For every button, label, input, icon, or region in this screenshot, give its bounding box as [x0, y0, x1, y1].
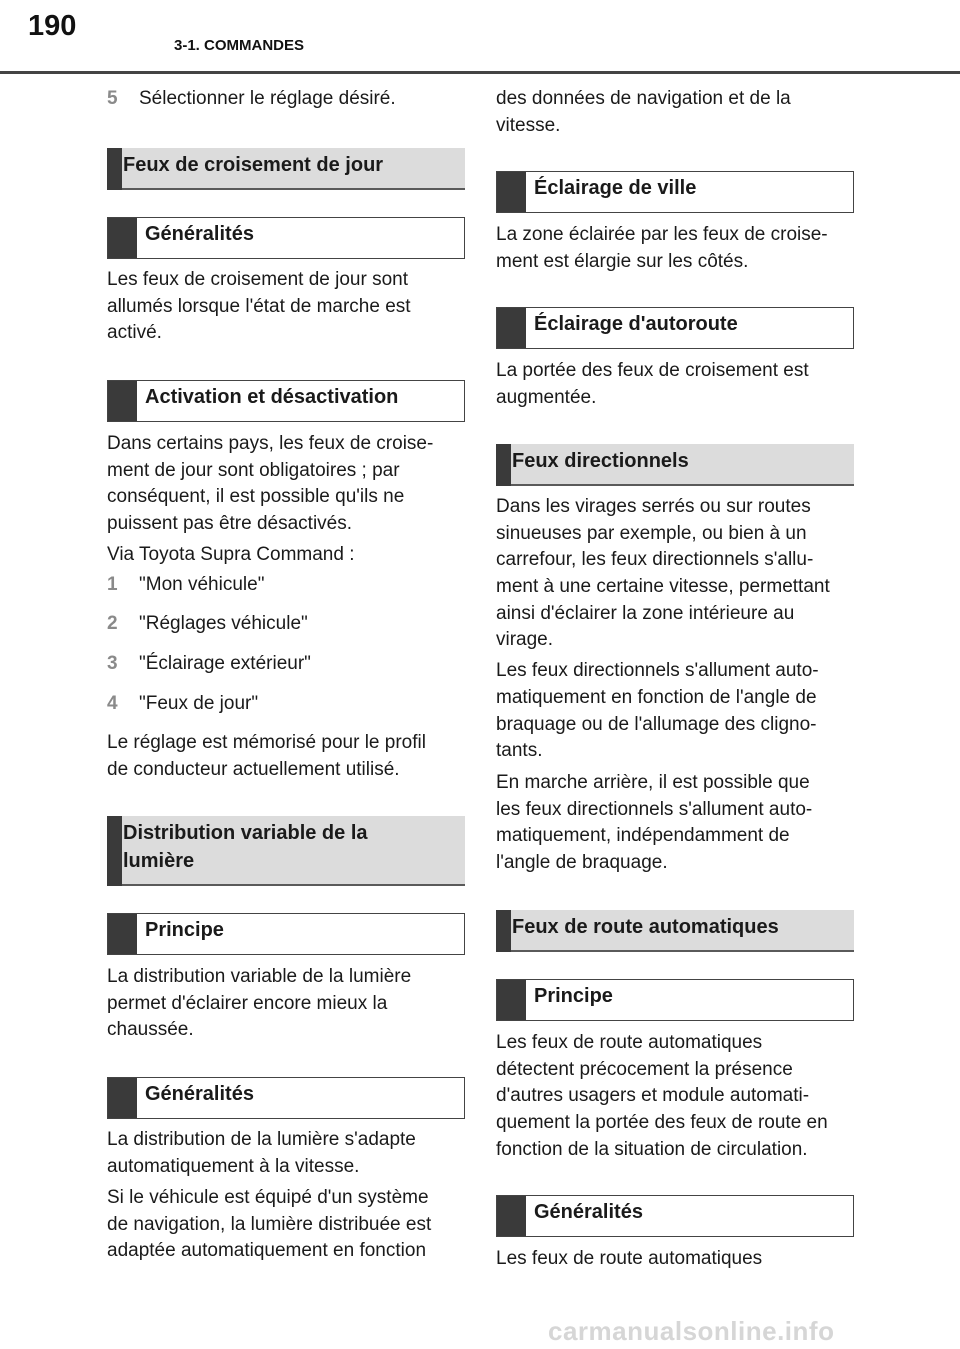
- subheading-accent: [108, 1078, 137, 1118]
- step-number: 2: [107, 613, 118, 634]
- subheading-text: Généralités: [145, 1083, 254, 1105]
- text-line: ment de jour sont obligatoires ; par: [107, 460, 400, 481]
- subheading-accent: [108, 218, 137, 258]
- text-line: La portée des feux de croisement est: [496, 360, 809, 381]
- subheading-principe-2: [496, 979, 854, 1021]
- text-line: l'angle de braquage.: [496, 852, 668, 873]
- subheading-accent: [497, 308, 526, 348]
- text-line: augmentée.: [496, 387, 597, 408]
- text-line: carrefour, les feux directionnels s'allu-: [496, 549, 814, 570]
- text-line: d'autres usagers et module automati-: [496, 1085, 810, 1106]
- heading-text: Feux de croisement de jour: [123, 154, 384, 176]
- text-line: La distribution variable de la lumière: [107, 966, 412, 987]
- text-line: détectent précocement la présence: [496, 1059, 793, 1080]
- text-line: automatiquement à la vitesse.: [107, 1156, 360, 1177]
- page-header: [0, 0, 960, 74]
- subheading-text: Éclairage de ville: [534, 177, 697, 199]
- watermark: carmanualsonline.info: [548, 1316, 835, 1346]
- text-line: les feux directionnels s'allument auto-: [496, 799, 813, 820]
- heading-accent: [496, 910, 511, 952]
- heading-distribution: [107, 816, 465, 886]
- subheading-accent: [497, 172, 526, 212]
- text-line: chaussée.: [107, 1019, 194, 1040]
- heading-text-line-2: lumière: [123, 850, 195, 872]
- subheading-principe-1: [107, 913, 465, 955]
- text-line: Les feux de route automatiques: [496, 1032, 763, 1053]
- text-line: matiquement, indépendamment de: [496, 825, 790, 846]
- step-number: 4: [107, 693, 118, 714]
- subheading-text: Activation et désactivation: [145, 386, 399, 408]
- heading-feux-directionnels: [496, 444, 854, 486]
- subheading-eclairage-ville: [496, 171, 854, 213]
- text-line: Si le véhicule est équipé d'un système: [107, 1187, 429, 1208]
- heading-text-line-1: Distribution variable de la: [123, 822, 368, 844]
- step-number: 3: [107, 653, 118, 674]
- subheading-accent: [497, 980, 526, 1020]
- heading-text: Feux de route automatiques: [512, 916, 779, 938]
- step-text: Sélectionner le réglage désiré.: [139, 88, 396, 109]
- via-text: Via Toyota Supra Command :: [107, 544, 355, 565]
- text-line: puissent pas être désactivés.: [107, 513, 353, 534]
- text-line: Les feux de route automatiques: [496, 1248, 763, 1269]
- subheading-activation: [107, 380, 465, 422]
- text-line: allumés lorsque l'état de marche est: [107, 296, 411, 317]
- text-line: ainsi d'éclairer la zone intérieure au: [496, 603, 795, 624]
- text-line: ment est élargie sur les côtés.: [496, 251, 749, 272]
- heading-accent: [496, 444, 511, 486]
- text-line: conséquent, il est possible qu'ils ne: [107, 486, 405, 507]
- subheading-accent: [497, 1196, 526, 1236]
- subheading-eclairage-autoroute: [496, 307, 854, 349]
- section-title: 3-1. COMMANDES: [174, 37, 305, 54]
- subheading-text: Éclairage d'autoroute: [534, 313, 738, 335]
- text-line: Les feux de croisement de jour sont: [107, 269, 409, 290]
- text-line: ment à une certaine vitesse, permettant: [496, 576, 830, 597]
- subheading-generalites-1: [107, 217, 465, 259]
- heading-feux-route-auto: [496, 910, 854, 952]
- text-line: La zone éclairée par les feux de croise-: [496, 224, 828, 245]
- text-line: des données de navigation et de la: [496, 88, 791, 109]
- text-line: permet d'éclairer encore mieux la: [107, 993, 388, 1014]
- subheading-generalites-2: [107, 1077, 465, 1119]
- subheading-accent: [108, 914, 137, 954]
- text-line: matiquement en fonction de l'angle de: [496, 687, 817, 708]
- text-line: adaptée automatiquement en fonction: [107, 1240, 427, 1261]
- text-line: activé.: [107, 322, 162, 343]
- text-line: tants.: [496, 740, 543, 761]
- text-line: fonction de la situation de circulation.: [496, 1139, 808, 1160]
- step-text: "Réglages véhicule": [139, 613, 308, 634]
- text-line: Dans certains pays, les feux de croise-: [107, 433, 434, 454]
- text-line: de conducteur actuellement utilisé.: [107, 759, 400, 780]
- page-number: 190: [28, 10, 77, 42]
- step-number: 1: [107, 574, 118, 595]
- heading-accent: [107, 816, 122, 886]
- text-line: Les feux directionnels s'allument auto-: [496, 660, 819, 681]
- text-line: braquage ou de l'allumage des cligno-: [496, 714, 817, 735]
- subheading-text: Principe: [534, 985, 613, 1007]
- subheading-generalites-3: [496, 1195, 854, 1237]
- text-line: virage.: [496, 629, 554, 650]
- step-text: "Éclairage extérieur": [139, 653, 311, 674]
- subheading-text: Généralités: [145, 223, 254, 245]
- step-number: 5: [107, 88, 118, 109]
- header-divider: [0, 71, 960, 74]
- step-text: "Feux de jour": [139, 693, 259, 714]
- text-line: La distribution de la lumière s'adapte: [107, 1129, 416, 1150]
- text-line: En marche arrière, il est possible que: [496, 772, 810, 793]
- text-line: Le réglage est mémorisé pour le profil: [107, 732, 426, 753]
- text-line: quement la portée des feux de route en: [496, 1112, 828, 1133]
- heading-accent: [107, 148, 122, 190]
- heading-feux-jour: [107, 148, 465, 190]
- subheading-text: Généralités: [534, 1201, 643, 1223]
- step-text: "Mon véhicule": [139, 574, 265, 595]
- subheading-accent: [108, 381, 137, 421]
- text-line: Dans les virages serrés ou sur routes: [496, 496, 811, 517]
- text-line: vitesse.: [496, 115, 561, 136]
- text-line: sinueuses par exemple, ou bien à un: [496, 523, 807, 544]
- text-line: de navigation, la lumière distribuée est: [107, 1214, 432, 1235]
- subheading-text: Principe: [145, 919, 224, 941]
- heading-text: Feux directionnels: [512, 450, 689, 472]
